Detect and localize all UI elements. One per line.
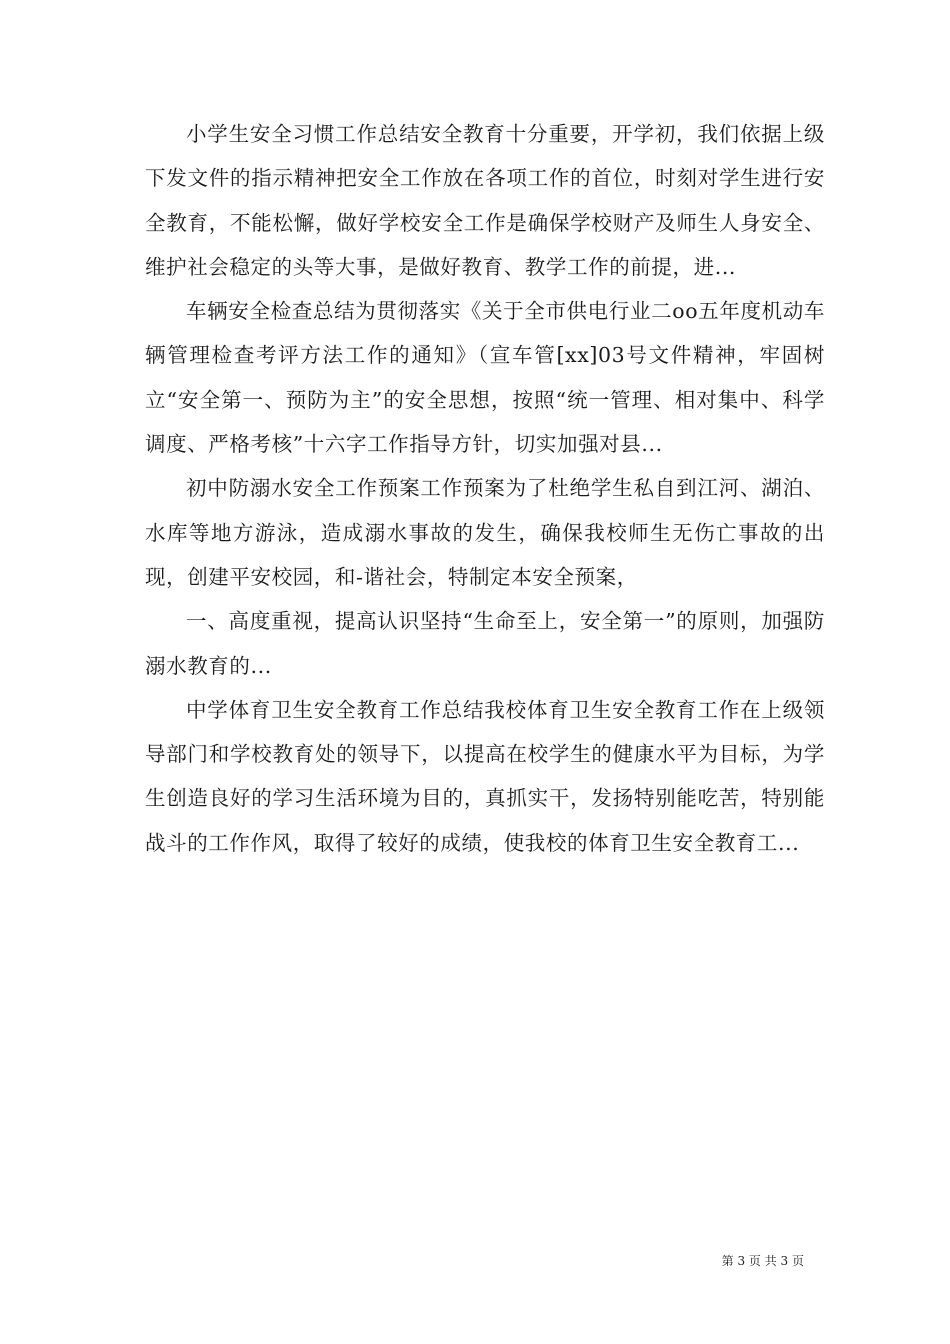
paragraph-high-priority-principle: 一、高度重视，提高认识坚持“生命至上，安全第一”的原则，加强防溺水教育的...	[145, 609, 825, 678]
page-number-footer: 第 3 页 共 3 页	[721, 1254, 804, 1268]
paragraph-vehicle-safety-inspection: 车辆安全检查总结为贯彻落实《关于全市供电行业二oo五年度机动车辆管理检查考评方法工作的通知》（宣车管[xx]03号文件精神，牢固树立“安全第一、预防为主”的安全思想，按照“统一管理、相对集中、科学调度、严格考核”十六字工作指导方针，切实加强对县...	[145, 299, 825, 457]
paragraph-safety-habits-summary: 小学生安全习惯工作总结安全教育十分重要，开学初，我们依据上级下发文件的指示精神把安全工作放在各项工作的首位，时刻对学生进行安全教育，不能松懈，做好学校安全工作是确保学校财产及师生人身安全、维护社会稳定的头等大事，是做好教育、教学工作的前提，进...	[145, 122, 825, 279]
paragraph-pe-health-safety-summary: 中学体育卫生安全教育工作总结我校体育卫生安全教育工作在上级领导部门和学校教育处的领导下，以提高在校学生的健康水平为目标，为学生创造良好的学习生活环境为目的，真抓实干，发扬特别能吃苦，特别能战斗的工作作风，取得了较好的成绩，使我校的体育卫生安全教育工...	[145, 697, 825, 855]
document-body	[145, 112, 825, 865]
paragraph-drowning-prevention-plan: 初中防溺水安全工作预案工作预案为了杜绝学生私自到江河、湖泊、水库等地方游泳，造成溺水事故的发生，确保我校师生无伤亡事故的出现，创建平安校园，和-谐社会，特制定本安全预案，	[145, 476, 825, 589]
